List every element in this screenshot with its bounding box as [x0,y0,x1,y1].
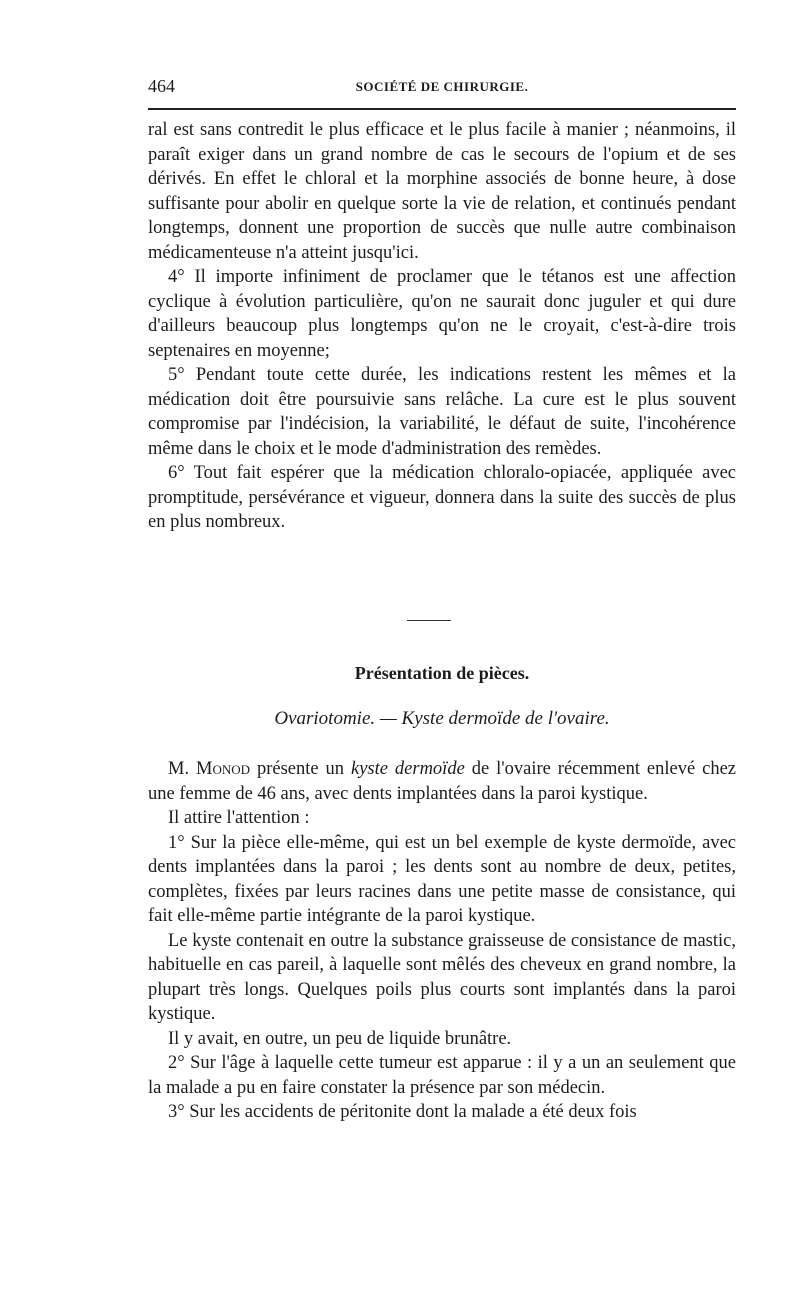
running-head: SOCIÉTÉ DE CHIRURGIE. [355,79,529,94]
page-number: 464 [148,76,175,96]
paragraph: Il y avait, en outre, un peu de liquide brunâtre. [168,1028,512,1049]
paragraph: 4° Il importe infiniment de proclamer que le tétanos est une affection cyclique à évolution particulière, qu'on ne saurait donc juguler et qui dure d'ailleurs beaucoup plus longtemps qu'on ne le croyait, c'est-à-dire trois septenaires en moyenne; [148,267,736,361]
page-header [148,76,736,104]
text-run: présente un [250,759,351,779]
italic-term: kyste dermoïde [351,759,465,779]
paragraph: 3° Sur les accidents de péritonite dont la malade a été deux fois [168,1102,637,1122]
paragraph: ral est sans contredit le plus efficace et le plus facile à manier ; néanmoins, il paraît exiger dans un grand nombre de cas le secours de l'opium et de ses dérivés. En effet le chloral et la morphine associés de bonne heure, à dose suffisante pour abolir en quelque sorte la vie de relation, et continués pendant longtemps, donnent une proportion de succès que nulle autre combinaison médicamenteuse n'a atteint jusqu'ici. [148,120,736,263]
section-subheading: Ovariotomie. — Kyste dermoïde de l'ovaire. [274,708,610,729]
text-block-presentation [148,757,736,1125]
header-rule [148,108,736,110]
paragraph: 2° Sur l'âge à laquelle cette tumeur est apparue : il y a un an seulement que la malade a pu en faire constater la présence par son médecin. [148,1053,736,1098]
text-run: de l'ovaire récemment enlevé chez une femme de 46 ans, avec dents implantées dans la paroi kystique. [148,759,736,804]
section-separator [407,620,451,621]
paragraph: Il attire l'attention : [168,808,310,828]
paragraph: 6° Tout fait espérer que la médication chloralo-opiacée, appliquée avec promptitude, persévérance et vigueur, donnera dans la suite des succès de plus en plus nombreux. [148,463,736,532]
text-block-conclusions [148,118,736,535]
author-name: M. Monod [168,759,251,779]
paragraph [148,757,736,806]
paragraph: 1° Sur la pièce elle-même, qui est un bel exemple de kyste dermoïde, avec dents implantées dans la paroi ; les dents sont au nombre de deux, petites, complètes, fixées par leurs racines dans une petite masse de consistance, qui fait elle-même partie intégrante de la paroi kystique. [148,832,736,926]
paragraph: 5° Pendant toute cette durée, les indications restent les mêmes et la médication doit être poursuivie sans relâche. La cure est le plus souvent compromise par l'indécision, la variabilité, le défaut de suite, l'incohérence même dans le choix et le mode d'administration des remèdes. [148,365,736,459]
section-heading: Présentation de pièces. [354,663,530,683]
paragraph: Le kyste contenait en outre la substance graisseuse de consistance de mastic, habituelle en cas pareil, à laquelle sont mêlés des cheveux en grand nombre, la plupart très longs. Quelques poils plus courts sont implantés dans la paroi kystique. [148,930,736,1024]
